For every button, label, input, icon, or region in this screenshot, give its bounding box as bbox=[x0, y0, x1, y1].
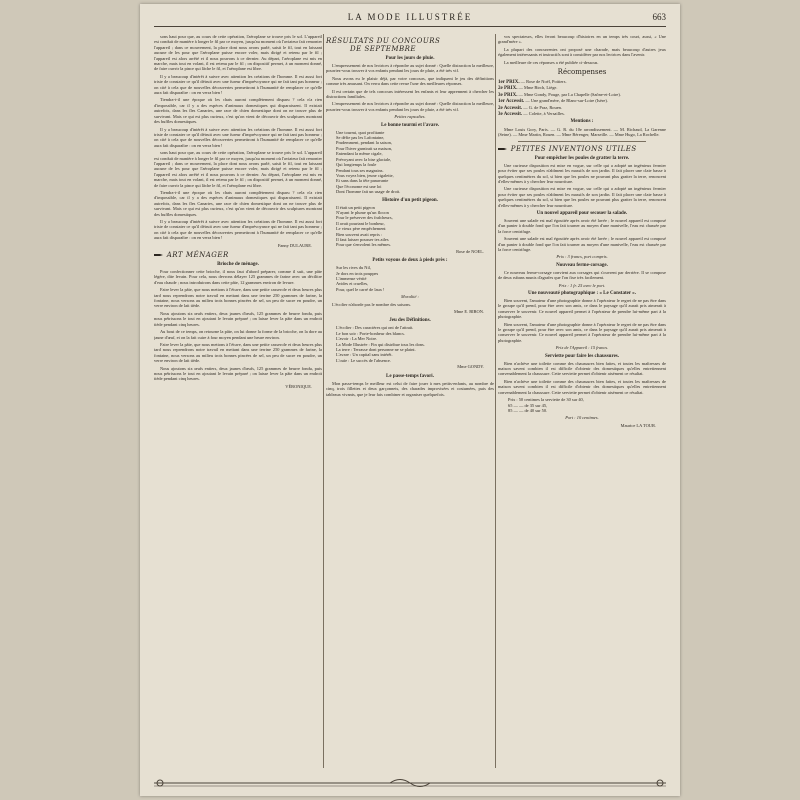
paragraph: Il y a beaucoup d'intérêt à suivre avec attention les créations de l'homme. Il est aussi fort triste de constater ce qu'il détruit avec une fureur d'imprévoyance qui ne fait tant pas honneur ; on cité à cela que de nouvelles découvertes permettront à l'humanité de remplacer ce qu'elle aura fait disparaître : on en verra bien ! bbox=[154, 126, 322, 148]
paragraph: Souvent une salade est mal égouttée après avoir été lavée ; le nouvel appareil est composé d'un panier à double fond que l'on fait tourner au moyen d'une manivelle, l'eau est chassée par la force centrifuge. bbox=[498, 217, 666, 234]
price-line: Prix : 1 fr. 25 avec le port. bbox=[558, 282, 606, 288]
poem: Il était un petit pigeon N'ayant le plume qu'un flocon Pour le préserver des fraîcheurs, Il avait pourtant le bonheur, Le vieux père empêchement Bien souvent avait repris : Il faut laisser pousser tes ailes Pour que s'envolent les mêmes. bbox=[336, 204, 393, 248]
paragraph: Nous ajoutons six œufs entiers, deux jaunes d'œufs, 125 grammes de beurre fondu, puis nous pétrissons le tout en ajoutant le levain préparé ; on laisse lever la pâte dans un endroit tiède pendant cinq heures. bbox=[154, 365, 322, 382]
column-left bbox=[154, 34, 322, 776]
divider bbox=[518, 141, 646, 142]
paragraph: Il y a beaucoup d'intérêt à suivre avec attention les créations de l'homme. Il est aussi fort triste de constater ce qu'il détruit avec une fureur d'imprévoyance qui ne fait tant pas honneur ; on cité à cela que de nouvelles découvertes permettront à l'humanité de remplacer ce qu'elle aura fait disparaître : on en verra bien ! bbox=[154, 219, 322, 241]
port-line: Port : 10 centimes. bbox=[565, 415, 599, 421]
recompenses-title: Récompenses bbox=[557, 68, 607, 77]
poem: Une tourmi, quoi profitante Se défie pas les Lafontaine, Prudemment, pendant la saison, Pour l'hiver garnirait sa maison, Entendant la même cigale, Prévoyant avec la bise glaciale, Qui longtemps la foule Pendant tous ses magasins. Vous voyez bien, jeune cigalette, Et sans dans la tête panavante Que l'économe est une loi Dont l'homme fait un usage de droit. bbox=[336, 129, 401, 195]
paragraph: Bien souvent, l'amateur d'une photographie donne à l'opérateur le regret de ne pas être dans le groupe qu'il prend, pour être avec son amis, ce dans le paysage qu'il aurait pris aimerait à conserver le souvenir. Ce nouvel appareil permet à l'opérateur de prendre lui-même part à la photographie. bbox=[498, 321, 666, 343]
paragraph: Une curieuse disposition est mise en vogue, sur celle qui a adopté un ingénieux fermier pour éviter que ses poules n'abîment les massifs de son jardin. Il fait placer une claie basse à quelques centimètres du sol, si bien que les poules ne pouvant plus gratter la terre, renoncent d'elles-mêmes à y chercher leur nourriture. bbox=[498, 186, 666, 208]
section-title-resultats: RÉSULTATS DU CONCOURS DE SEPTEMBRE bbox=[326, 37, 441, 53]
paragraph: Mon passe-temps le meilleur est celui de faire jouer à mes petits-enfants, au nombre de cinq, trois fillettes et deux garçonnets, des charades improvisées et costumées, puis des tableaux vivants, que je leur fais combiner et organiser quelquefois. bbox=[326, 380, 494, 397]
paragraph: Faire lever la pâte, que nous mettons à l'étuve, dans une petite casserole et deux heures plus tard nous reprendrons notre travail en mettant dans une terrine 250 grammes de farine, la fontaine, nous versons au milieu trois bonnes pincées de sel, un peu de sucre en poudre, un verre environ de lait tiède. bbox=[154, 341, 322, 364]
column-right bbox=[498, 34, 666, 776]
paragraph: Pour confectionner cette brioche, il nous faut d'abord préparer, comme il suit, une pâte légère, dite levain. Pour cela, nous devrons délayer 125 grammes de farine avec un décilitre d'eau chaude ; nous introduirons dans cette pâte, 12 grammes environ de levure. bbox=[154, 269, 322, 285]
paragraph: sons haut pour que, au cours de cette opération, l'aéroplane se trouve pris le sol. L'appareil est conduit de manière à longer le fil par ce moyen, jusqu'au moment où l'aviateur fait remonter l'appareil ; dans ce mouvement, la place dont nous avons parlé, saisit le fil, tout en laissant aucune de les pour que l'aéroplane puisse encore voler, mais dirigé et retenu par le fil ; l'appareil est alors arrêté et il nous pouvons à ce dernier. Au départ, l'aéroplane est mis en marche, mais tout en volant, il est retenu par le fil ; on dispositif permet, à un moment donné, de faire ouvrir la pince qui lâche le fil, et l'aéroplane est libre. bbox=[154, 34, 322, 72]
paragraph: Rien n'achève une toilette comme des chaussures bien faites, et toutes les maîtresses de maison savent combien il est difficile d'obtenir des domestiques qu'elles entretiennent convenablement la chaussure. Cette serviette permet d'obtenir aisément ce résultat. bbox=[498, 378, 666, 395]
paragraph: Faire lever la pâte, que nous mettons à l'étuve, dans une petite casserole et deux heures plus tard nous reprendrons notre travail en mettant dans une terrine 250 grammes de farine, la fontaine, nous versons au milieu trois bonnes pincées de sel, un peu de sucre en poudre, un verre environ de lait tiède. bbox=[154, 287, 322, 309]
magazine-page bbox=[140, 4, 680, 796]
price-line: Prix : 3 francs, port compris. bbox=[556, 254, 608, 260]
pointing-hand-icon bbox=[498, 145, 508, 153]
prize-entry: 3e Accessit. — Colette, à Versailles. bbox=[498, 111, 565, 118]
paragraph: Tiendra-t-il une époque où les chats auront complètement disparu ? cela n'a rien d'impossible, car il y a des espèces d'animaux domestiques qui disparaissent. Il existait autrefois, dans les îles Canaries, une race de chien domestique dont on ne trouve plus de survivant. Mais ce qui est plus curieux, c'est qu'on vient de découvrir des sculptures montrant des buffles domestiques. bbox=[154, 97, 322, 125]
prize-entry: 1er PRIX. — Rose de Noël, Poitiers. bbox=[498, 79, 567, 86]
magazine-title: LA MODE ILLUSTRÉE bbox=[347, 12, 473, 22]
prize-entry: 3e PRIX. — Mme Gondy, Pouge, par La Chapelle (Saône-et-Loire). bbox=[498, 91, 621, 98]
mentions-title: Mentions : bbox=[570, 119, 594, 125]
sub-heading: Nouveau ferme-corsage. bbox=[556, 262, 608, 268]
paragraph: Nous ajoutons six œufs entiers, deux jaunes d'œufs, 125 grammes de beurre fondu, puis nous pétrissons le tout en ajoutant le levain préparé ; on laisse lever la pâte dans un endroit tiède pendant cinq heures. bbox=[154, 310, 322, 327]
poem-title: Le bonne tourmi et l'avare. bbox=[380, 122, 440, 128]
prize-entry: 2e Accessit. — G. de Praz, Rouen. bbox=[498, 104, 562, 111]
paragraph: sons haut pour que, au cours de cette opération, l'aéroplane se trouve pris le sol. L'appareil est conduit de manière à longer le fil par ce moyen, jusqu'au moment où l'aviateur fait remonter l'appareil ; dans ce mouvement, la place dont nous avons parlé, saisit le fil, tout en laissant aucune de les pour que l'aéroplane puisse encore voler, mais dirigé et retenu par le fil ; l'appareil est alors arrêté et il nous pouvons à ce dernier. Au départ, l'aéroplane est mis en marche, mais tout en volant, il est retenu par le fil ; on dispositif permet, à un moment donné, de faire ouvrir la pince qui lâche le fil, et l'aéroplane est libre. bbox=[154, 150, 322, 188]
paragraph: Bien souvent, l'amateur d'une photographie donne à l'opérateur le regret de ne pas être dans le groupe qu'il prend, pour être avec son amis, ce dans le paysage qu'il aurait pris aimerait à conserver le souvenir. Ce nouvel appareil permet à l'opérateur de prendre lui-même part à la photographie. bbox=[498, 298, 666, 320]
column-divider bbox=[323, 34, 324, 768]
riddle: Sur les rives du Nil, Je dors en trois pouppes L'immense vérité Avides et cruelles, Pour, quel le carré de laux ! bbox=[336, 265, 385, 292]
definitions-title: Jeu des Définitions. bbox=[389, 318, 431, 324]
paragraph: L'empressement de nos lectrices à répondre au sujet donné : Quelle distraction la meilleure, pourriez-vous trouver à vos enfants pendant les jours de pluie, a été très vif. bbox=[326, 101, 494, 112]
riddle-title: Petits voyous de deux à pieds près : bbox=[372, 258, 448, 264]
paragraph: Il y a beaucoup d'intérêt à suivre avec attention les créations de l'homme. Il est aussi fort triste de constater ce qu'il détruit avec une fureur d'imprévoyance qui ne fait tant pas honneur ; on cité à cela que de nouvelles découvertes permettront à l'humanité de remplacer ce qu'elle aura fait disparaître : on en verra bien ! bbox=[154, 73, 322, 96]
column-middle bbox=[326, 34, 494, 776]
pointing-hand-icon bbox=[154, 251, 164, 259]
definitions-signature: Mme GONDY. bbox=[457, 364, 484, 370]
morality-signature: Mme E. BIRON. bbox=[453, 309, 484, 315]
section-title-inventions: PETITES INVENTIONS UTILES bbox=[498, 145, 666, 153]
bottom-ornament bbox=[154, 776, 666, 790]
paragraph: L'empressement de nos lectrices à répondre au sujet donné : Quelle distraction la meilleure, pourriez-vous trouver à vos enfants pendant les jours de pluie, a été très vif. bbox=[326, 63, 494, 74]
paragraph: Tiendra-t-il une époque où les chats auront complètement disparu ? cela n'a rien d'impossible, car il y a des espèces d'animaux domestiques qui disparaissent. Il existait autrefois, dans les îles Canaries, une race de chien domestique dont on ne trouve plus de survivant. Mais ce qui est plus curieux, c'est qu'on vient de découvrir des sculptures montrant des buffles domestiques. bbox=[154, 189, 322, 217]
passe-temps-title: Le passe-temps favori. bbox=[386, 373, 434, 379]
paragraph: L'écolier n'aborde pas le nombre des saisons. bbox=[332, 301, 412, 307]
poem-title: Histoire d'un petit pigeon. bbox=[382, 197, 438, 203]
paragraph: Mme Louis Gory, Paris. — G. R. du 10e arrondissement. — M. Richaud, La Garenne (Seine). — Mme Martin, Rouen. — Mme Bérenger, Marseille. — Mme Hugo, La Rochelle. bbox=[498, 126, 666, 138]
paragraph: Rien n'achève une toilette comme des chaussures bien faites, et toutes les maîtresses de maison savent combien il est difficile d'obtenir des domestiques qu'elles entretiennent convenablement la chaussure. Cette serviette permet d'obtenir aisément ce résultat. bbox=[498, 360, 666, 377]
sub-heading: Serviette pour faire les chaussures. bbox=[544, 353, 620, 359]
price-line: Prix de l'Appareil : 15 francs. bbox=[555, 345, 609, 351]
paragraph: vos spectateurs, elles feront beaucoup d'histoires en un temps très court, aussi, « Une grand'mère ». bbox=[498, 34, 666, 45]
sub-heading: Pour les jours de pluie. bbox=[385, 56, 435, 61]
prize-entry: 1er Accessit. — Une grand'mère, de Blanc-sur-Loire (Isère). bbox=[498, 98, 608, 105]
paragraph: La meilleure de ces réponses a été publiée ci-dessous. bbox=[504, 59, 599, 65]
sub-heading: Un nouvel appareil pour secouer la salade. bbox=[536, 210, 628, 216]
price-list: Prix : 50 centimes la serviette de 30 sur 40, 65 — — de 35 sur 45, 85 — — de 40 sur 50. bbox=[508, 397, 584, 413]
paragraph: Une curieuse disposition est mise en vogue, sur celle qui a adopté un ingénieux fermier pour éviter que ses poules n'abîment les massifs de son jardin. Il fait placer une claie basse à quelques centimètres du sol, si bien que les poules ne pouvant plus gratter la terre, renoncent d'elles-mêmes à y chercher leur nourriture. bbox=[498, 162, 666, 184]
morality-label: Moralité : bbox=[401, 294, 419, 300]
page-number: 663 bbox=[652, 12, 666, 22]
section-title-art-menager: ART MÉNAGER bbox=[154, 251, 322, 259]
italic-note: Petites rapsodies. bbox=[394, 114, 426, 120]
paragraph: Nous avons eu le plaisir déjà, par votre concours, que indiquent le jeu des définitions comme très amusant. On verra dans cette revue l'une des meilleures réponses. bbox=[326, 75, 494, 87]
paragraph: Il est certain que de tels concours intéressent les enfants et leur apprennent à chercher les distractions familiales. bbox=[326, 88, 494, 100]
prize-entry: 2e PRIX. — Mme Birch, Liège. bbox=[498, 85, 558, 92]
header-rule bbox=[154, 26, 666, 27]
author-signature: Fanny DULAURE. bbox=[277, 242, 312, 248]
column-divider bbox=[495, 34, 496, 768]
sub-heading: Une nouveauté photographique : « Le Constater ». bbox=[528, 291, 636, 296]
paragraph: La plupart des concurrentes ont proposé une charade, mais beaucoup d'autres jeux également intéressants et instructifs sont à considérer par nos lectrices dans l'avenir. bbox=[498, 46, 666, 58]
paragraph: Ce nouveau ferme-corsage convient aux corsages qui s'ouvrent par derrière. Il se compose de deux rubans munis d'agrafes que l'on fixe très facilement. bbox=[498, 269, 666, 281]
recipe-signature: VÉRONIQUE. bbox=[285, 383, 312, 389]
sub-heading: Pour empêcher les poules de gratter la terre. bbox=[534, 155, 630, 161]
paragraph: Souvent une salade est mal égouttée après avoir été lavée ; le nouvel appareil est composé d'un panier à double fond que l'on fait tourner au moyen d'une manivelle, l'eau est chassée par la force centrifuge. bbox=[498, 236, 666, 252]
paragraph: Au bout de ce temps, on retourne la pâte, on lui donne la forme de la brioche, on la dore au jaune d'œuf, et on la fait cuire à four moyen pendant une heure environ. bbox=[154, 329, 322, 340]
final-signature: Maurice LA TOUR. bbox=[620, 422, 656, 428]
definitions-list: L'écolier : Des caractères qui ont de l'attrait. Le bon soir : Porte-bonheur des blancs. L'avoir : La Mer Noire. La Mode Illustrée : Fin qui distribue tous les dons. La terre : Terrasse dont personne ne se plaint. L'avare : Un capital sans intérêt. L'ouïe : Le succès de l'absence. bbox=[336, 325, 425, 363]
recipe-title: Brioche de ménage. bbox=[217, 262, 259, 268]
poem-signature: Rose de NOEL. bbox=[456, 248, 484, 254]
